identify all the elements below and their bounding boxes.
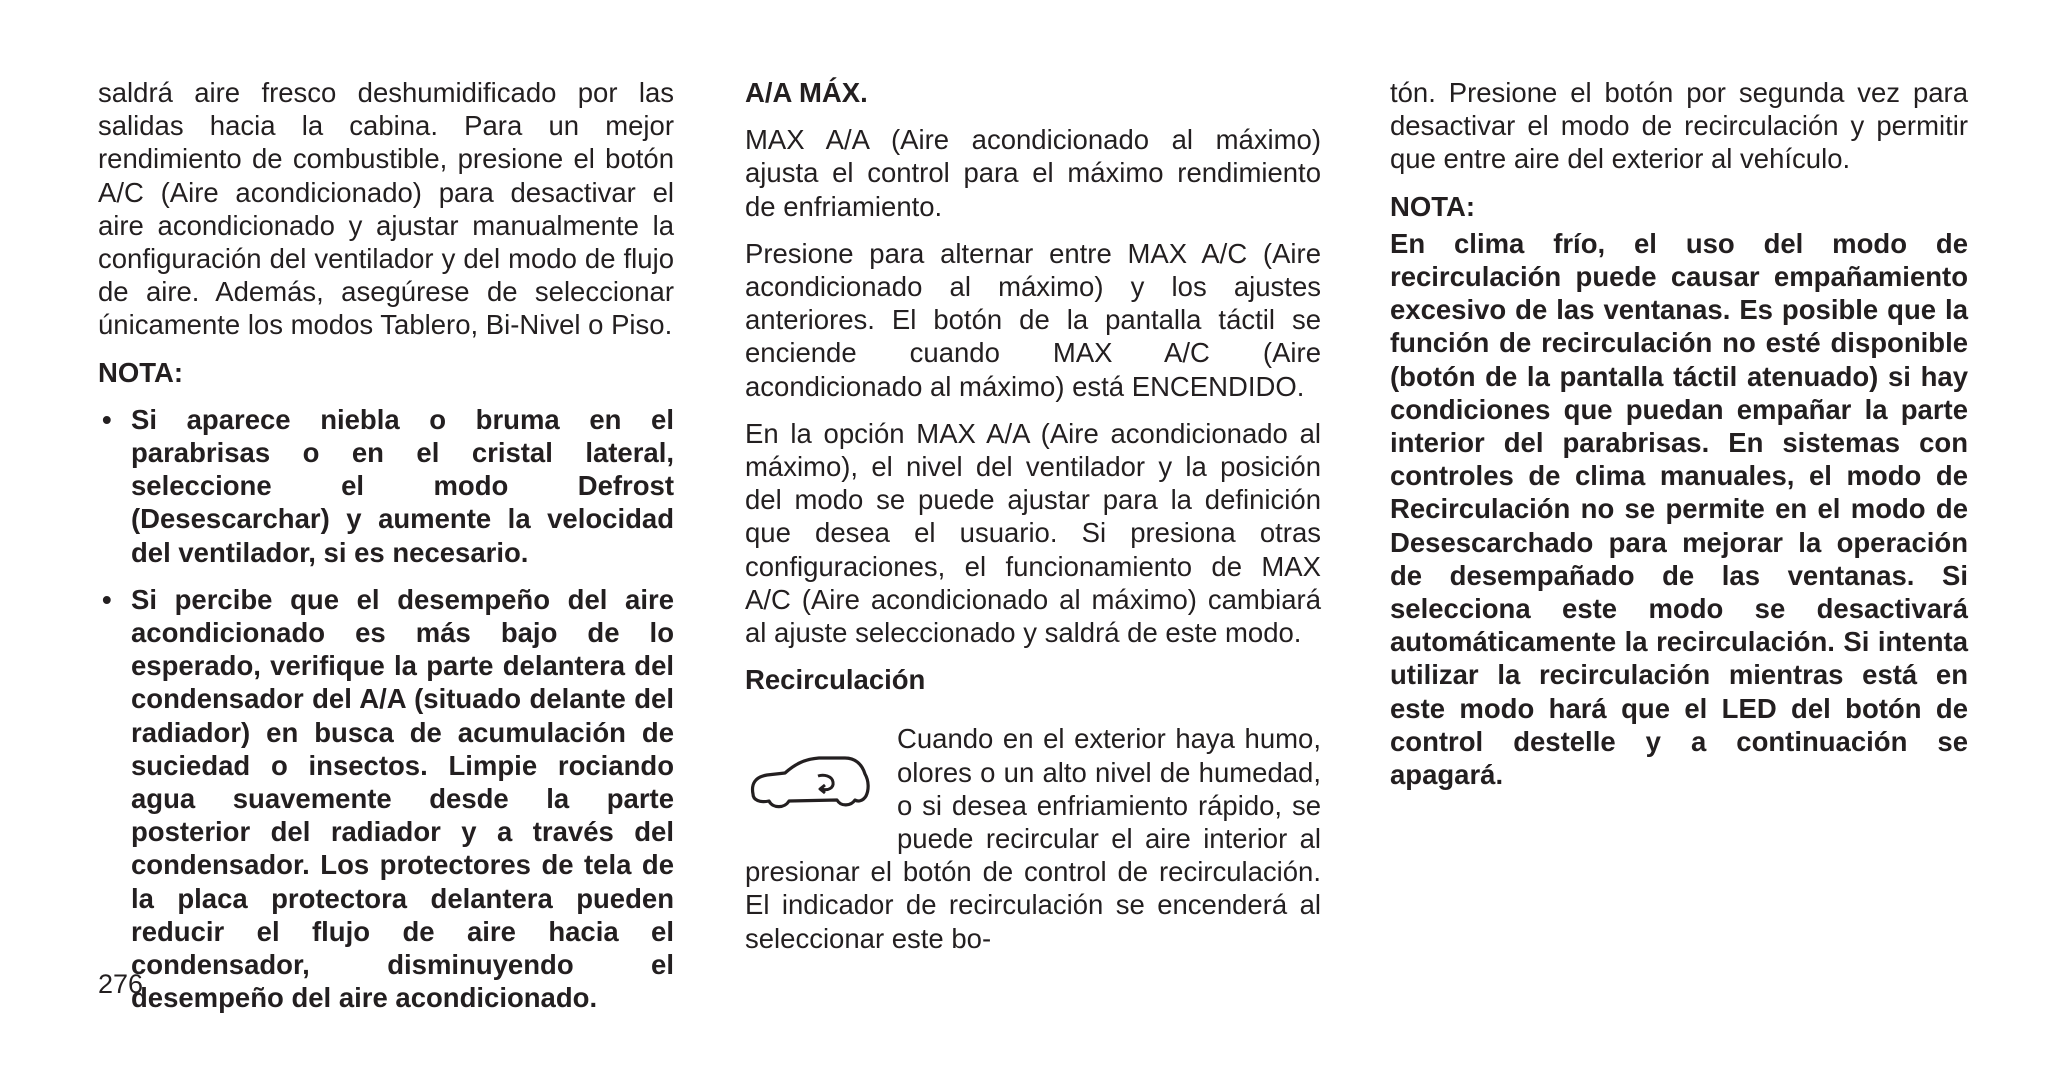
bullet-item-condenser: [98, 583, 674, 1015]
note-heading: NOTA:: [98, 356, 184, 388]
bullet-marker: •: [102, 583, 112, 615]
note-paragraph: En clima frío, el uso del modo de recirculación puede causar empañamiento excesivo de las ventanas. Es posible que la función de recirculación no esté disponible (botón de la pantalla táctil atenuado) si hay condiciones que puedan empañar la parte interior del parabrisas. En sistemas con controles de clima manuales, el modo de Recirculación no se permite en el modo de Desescarchado para mejorar la operación de desempañado de las ventanas. Si selecciona este modo se desactivará automáticamente la recirculación. Si intenta utilizar la recirculación mientras está en este modo hará que el LED del botón de control destelle y a continuación se apagará.: [1390, 227, 1968, 791]
column-right: [1390, 76, 1968, 805]
recirculation-car-icon: [745, 734, 873, 830]
page-number: 276: [98, 969, 144, 999]
bullet-marker: •: [102, 403, 112, 435]
max-ac-paragraph-1: MAX A/A (Aire acondicionado al máximo) ajusta el control para el máximo rendimiento de enfriamiento.: [745, 124, 1321, 222]
column-middle: [745, 76, 1321, 969]
column-left: [98, 76, 674, 1028]
bullet-text: Si percibe que el desempeño del aire acondicionado es más bajo de lo esperado, verifique la parte delantera del condensador del A/A (situado delante del radiador) en busca de acumulación de suciedad o insectos. Limpie rociando agua suavemente desde la parte posterior del radiador y a través del condensador. Los protectores de tela de la placa protectora delantera pueden reducir el flujo de aire hacia el condensador, disminuyendo el desempeño del aire acondicionado.: [131, 583, 674, 1014]
recirculation-paragraph: Cuando en el exterior haya humo, olores o un alto nivel de humedad, o si desea enfriamiento rápido, se puede recircular el aire interior al presionar el botón de control de recirculación. El indicador de recirculación se encenderá al seleccionar este bo-: [745, 723, 1321, 954]
max-ac-paragraph-3: En la opción MAX A/A (Aire acondicionado al máximo), el nivel del ventilador y la posición del modo se puede ajustar para la definición que desea el usuario. Si presiona otras configuraciones, el funcionamiento de MAX A/C (Aire acondicionado al máximo) cambiará al ajuste seleccionado y saldrá de este modo.: [745, 417, 1321, 649]
bullet-item-defrost: [98, 403, 674, 569]
recirculation-block: [745, 722, 1321, 954]
intro-paragraph: saldrá aire fresco deshumidificado por las salidas hacia la cabina. Para un mejor rendimiento de combustible, presione el botón A/C (Aire acondicionado) para desactivar el aire acondicionado y ajustar manualmente la configuración del ventilador y del modo de flujo de aire. Además, asegúrese de seleccionar únicamente los modos Tablero, Bi-Nivel o Piso.: [98, 77, 674, 341]
max-ac-paragraph-2: Presione para alternar entre MAX A/C (Aire acondicionado al máximo) y los ajustes anteriores. El botón de la pantalla táctil se enciende cuando MAX A/C (Aire acondicionado al máximo) está ENCENDIDO.: [745, 237, 1321, 402]
note-bullet-list: [98, 403, 674, 1015]
max-ac-heading: A/A MÁX.: [745, 77, 868, 108]
recirculation-heading: Recirculación: [745, 664, 926, 696]
bullet-text: Si aparece niebla o bruma en el parabrisas o en el cristal lateral, seleccione el modo Defrost (Desescarchar) y aumente la velocidad del ventilador, si es necesario.: [131, 403, 674, 568]
note-heading: NOTA:: [1390, 190, 1476, 222]
recirculation-continuation: tón. Presione el botón por segunda vez para desactivar el modo de recirculación y permitir que entre aire del exterior al vehículo.: [1390, 77, 1968, 175]
